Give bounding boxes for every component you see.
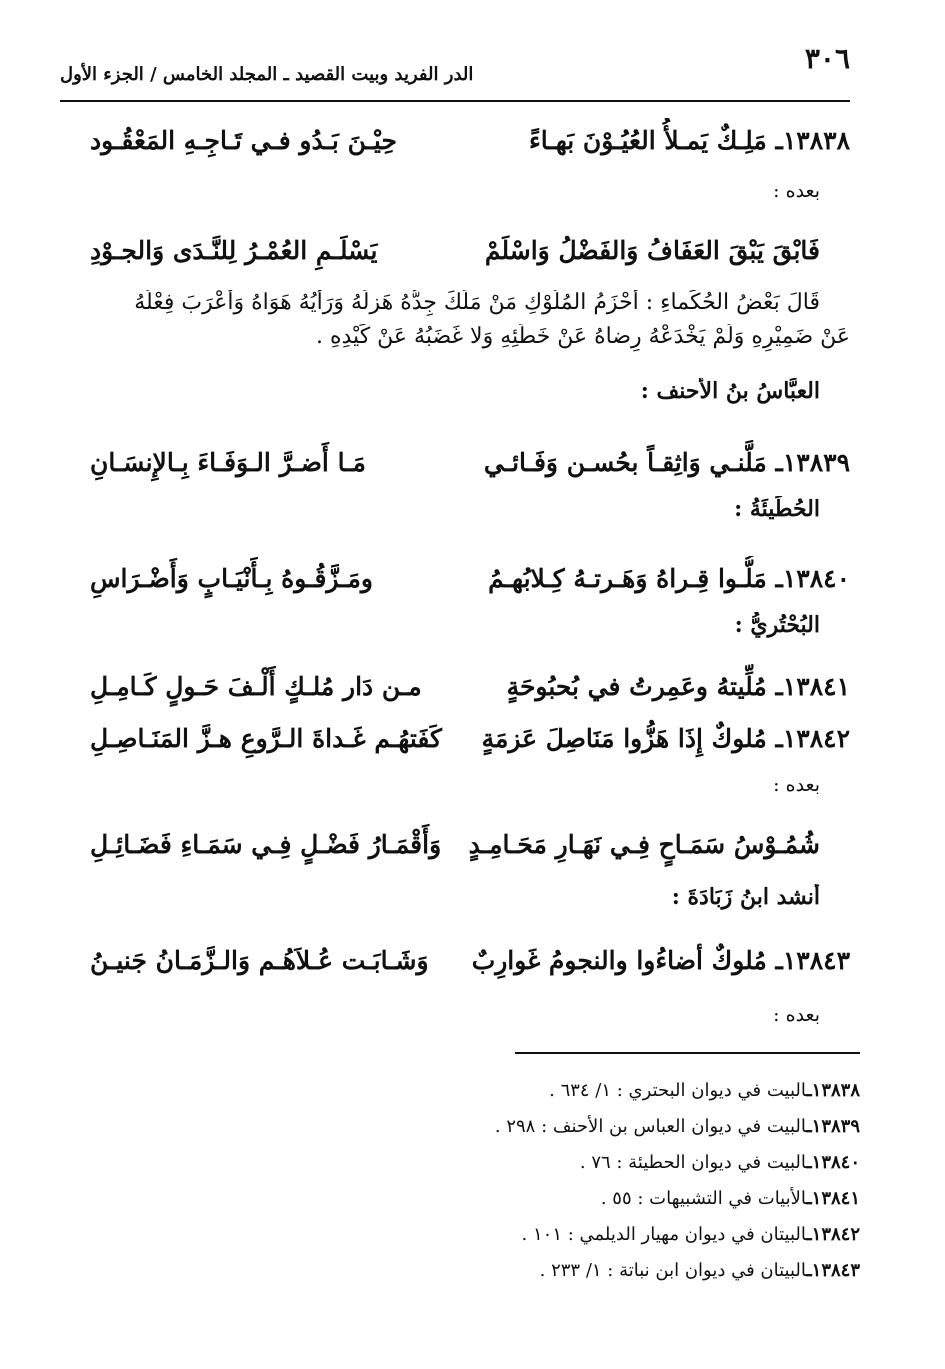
verse-number: ١٣٨٣٩ـ — [775, 448, 850, 477]
after-note: بعده : — [773, 774, 820, 796]
verse-number: ١٣٨٤١ـ — [775, 672, 850, 701]
prose-line-1: قَالَ بَعْضُ الحُكَماءِ : أَحْزَمُ المُلُوْكِ مَنْ مَلَكَ جِدُّهُ هَزلَهُ وَرَأيُهُ هَوَاهُ وَأَعْرَبَ فِعْلُهُ — [134, 290, 820, 315]
verse-extra-2 — [90, 822, 850, 874]
footnote — [495, 1116, 860, 1137]
footnote-text: البيت في ديوان العباس بن الأحنف : ٢٩٨ . — [494, 1116, 807, 1137]
footnote — [580, 1152, 860, 1173]
verse-second-hemistich: وَأَقْمَـارُ فَضْـلٍ فِـي سَمَـاءِ فَضَـائِـلِ — [90, 830, 442, 859]
after-note: بعده : — [773, 1004, 820, 1026]
verse-first-hemistich — [484, 448, 850, 477]
poet-name: الحُطَيئَةُ : — [734, 496, 820, 522]
verse-first-text: مُلِّيتهُ وعَمِرتُ في بُحبُوحَةٍ — [506, 672, 767, 701]
verse-first-hemistich: شُمُـوْسُ سَمَـاحٍ فِـي نَهَـارِ مَحَـامِـدٍ — [468, 830, 820, 859]
footnote-rule — [515, 1052, 860, 1054]
verse-first-text: مُلوكٌ أضاءُوا والنجومُ غَوارِبٌ — [471, 946, 767, 975]
verse-13842 — [90, 716, 850, 768]
verse-first-hemistich — [472, 946, 850, 975]
prose-line-2: عَنْ ضَمِيْرِهِ وَلَمْ يَخْدَعْهُ رِضاهُ عَنْ خَطَئِهِ وَلا غَضَبُهُ عَنْ كَيْدِهِ . — [316, 324, 850, 349]
footnote-number: ١٣٨٤٠ـ — [806, 1152, 860, 1173]
poet-name: البُحْتُريُّ : — [734, 612, 820, 638]
footnote-text: البيتان في ديوان مهيار الديلمي : ١٠١ . — [521, 1224, 807, 1245]
verse-number: ١٣٨٣٨ـ — [775, 126, 850, 155]
verse-number: ١٣٨٤٠ـ — [775, 564, 850, 593]
footnote-number: ١٣٨٣٨ـ — [806, 1080, 860, 1101]
page-header — [60, 42, 850, 96]
verse-first-hemistich — [507, 672, 850, 701]
verse-first-text: مَلُّـوا قِـراهُ وَهَـرتـهُ كِـلابُهـمُ — [488, 564, 767, 593]
verse-second-hemistich: ومَـزَّقُـوهُ بِـأَنْيَـابٍ وَأَضْـرَاسِ — [90, 564, 373, 593]
verse-13838 — [90, 118, 850, 170]
verse-second-hemistich: كَفَتهُـم غَـداةَ الـرَّوعِ هـزَّ المَنَـاصِـلِ — [90, 724, 442, 753]
footnote-text: الأبيات في التشبيهات : ٥٥ . — [600, 1188, 807, 1209]
verse-second-hemistich: وَشَـابَـت عُـلاَهُـم وَالـزَّمَـانُ جَنيـنُ — [90, 946, 429, 975]
verse-first-hemistich — [482, 724, 850, 753]
verse-second-hemistich: مَـا أَضـرَّ الـوَفَـاءَ بِـالإِنسَـانِ — [90, 448, 366, 477]
verse-first-hemistich: فَابْقَ يَبْقَ العَفَافُ وَالفَضْلُ وَاسْلَمْ — [484, 236, 820, 265]
poet-name: العبَّاسُ بنُ الأحنف : — [640, 378, 820, 404]
header-rule — [60, 100, 850, 102]
footnote-number: ١٣٨٤٢ـ — [806, 1224, 860, 1245]
footnote — [601, 1188, 860, 1209]
verse-13840 — [90, 556, 850, 608]
verse-number: ١٣٨٤٢ـ — [775, 724, 850, 753]
verse-second-hemistich: حِيْـنَ بَـدُو فـي تَـاجِـهِ المَعْقُـود — [90, 126, 397, 155]
footnote-number: ١٣٨٣٩ـ — [806, 1116, 860, 1137]
verse-first-hemistich — [529, 126, 850, 155]
verse-second-hemistich: مـن دَار مُلـكٍ أَلْـفَ حَـولٍ كَـامِـلِ — [90, 672, 422, 701]
after-note: بعده : — [773, 180, 820, 202]
footnote — [540, 1260, 860, 1281]
running-title: الدر الفريد وبيت القصيد ـ المجلد الخامس / الجزء الأول — [60, 64, 474, 85]
verse-13843 — [90, 938, 850, 990]
footnote-text: البيت في ديوان البحتري : ١/ ٦٣٤ . — [549, 1080, 807, 1101]
footnote-text: البيت في ديوان الحطيئة : ٧٦ . — [579, 1152, 807, 1173]
verse-extra-1 — [90, 228, 850, 280]
footnote-number: ١٣٨٤٣ـ — [806, 1260, 860, 1281]
verse-13841 — [90, 664, 850, 716]
verse-first-text: مَلَّنـي وَاثِقـاً بحُسـن وَفَـائـي — [483, 448, 767, 477]
verse-second-hemistich: يَسْلَـمِ العُمْـرُ لِلنَّـدَى وَالجـوْدِ — [90, 236, 378, 265]
footnote-number: ١٣٨٤١ـ — [806, 1188, 860, 1209]
verse-first-hemistich — [488, 564, 850, 593]
verse-first-text: مُلوكٌ إِذَا هَزُّوا مَنَاصِلَ عَزمَةٍ — [481, 724, 767, 753]
verse-first-text: مَلِـكٌ يَمـلأُ العُيُـوْنَ بَهـاءً — [529, 126, 767, 155]
footnote — [522, 1224, 860, 1245]
verse-13839 — [90, 440, 850, 492]
footnote-text: البيتان في ديوان ابن نباتة : ١/ ٢٣٣ . — [539, 1260, 807, 1281]
page-number: ٣٠٦ — [804, 42, 850, 75]
verse-number: ١٣٨٤٣ـ — [775, 946, 850, 975]
poet-name: أَنشد ابنُ زَبَادَةَ : — [671, 884, 820, 910]
footnote — [549, 1080, 860, 1101]
